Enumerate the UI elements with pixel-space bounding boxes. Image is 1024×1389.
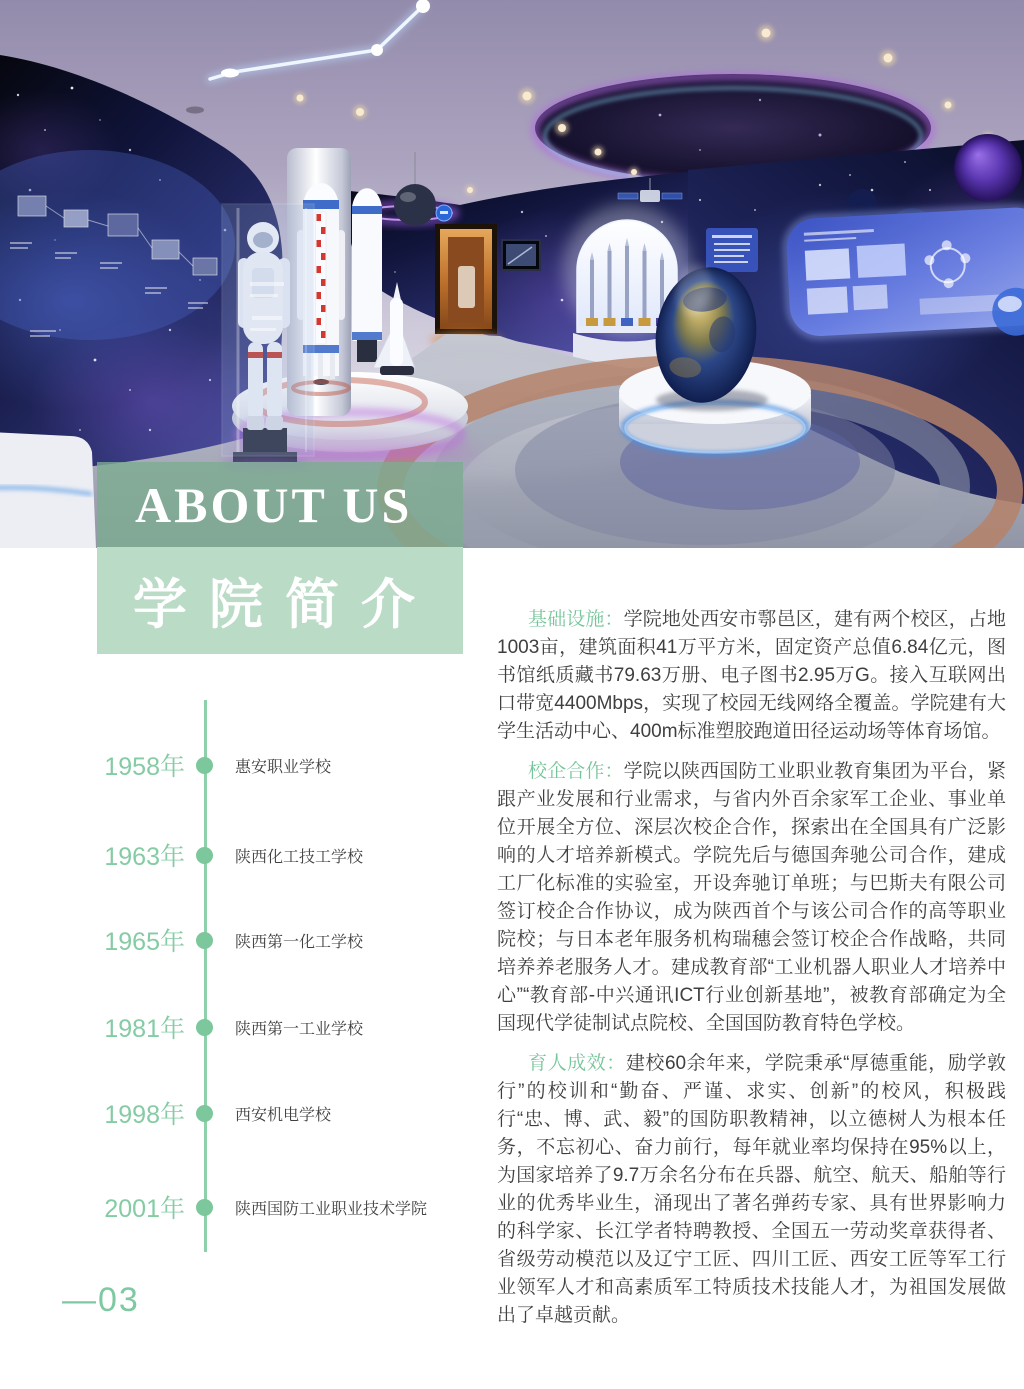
timeline-item	[0, 1095, 440, 1131]
section-title-en: ABOUT US	[135, 477, 413, 533]
timeline-label: 惠安职业学校	[235, 758, 332, 776]
timeline-dot-icon	[196, 1199, 213, 1216]
timeline-label: 陕西化工技工学校	[235, 848, 364, 866]
paragraph-body: 学院地处西安市鄠邑区，建有两个校区，占地1003亩，建筑面积41万平方米，固定资产总值6.84亿元，图书馆纸质藏书79.63万册、电子图书2.95万G。接入互联网出口带宽4400Mbps，实现了校园无线网络全覆盖。学院建有大学生活动中心、400m标准塑胶跑道田径运动场等体育场馆。	[497, 609, 1006, 742]
paragraph-cooperation	[497, 758, 1006, 1038]
timeline-dot-icon	[196, 1019, 213, 1036]
timeline-dot-icon	[196, 932, 213, 949]
wall-screen	[502, 240, 540, 270]
timeline-year: 1965年	[104, 928, 185, 956]
corner-desk	[0, 432, 96, 548]
paragraph-body: 建校60余年来，学院秉承“厚德重能，励学敦行”的校训和“勤奋、严谨、求实、创新”的校风，积极践行“忠、博、武、毅”的国防职教精神，以立德树人为根本任务，不忘初心、奋力前行，每年就业率均保持在95%以上，为国家培养了9.7万余名分布在兵器、航空、航天、船舶等行业的优秀毕业生，涌现出了著名弹药专家、具有世界影响力的科学家、长江学者特聘教授、全国五一劳动奖章获得者、省级劳动模范以及辽宁工匠、四川工匠、西安工匠等军工行业领军人才和高素质军工特质技术技能人才，为祖国发展做出了卓越贡献。	[497, 1053, 1006, 1326]
page-number: —03	[62, 1281, 140, 1319]
timeline-label: 西安机电学校	[235, 1106, 332, 1124]
timeline-item	[0, 1189, 440, 1225]
timeline-year: 2001年	[104, 1195, 185, 1223]
timeline-dot-icon	[196, 1105, 213, 1122]
paragraph-keyword: 校企合作：	[528, 761, 624, 782]
timeline-label: 陕西第一工业学校	[235, 1020, 364, 1038]
timeline-item	[0, 922, 440, 958]
timeline-item	[0, 837, 440, 873]
timeline-item	[0, 1009, 440, 1045]
section-title-cn: 学院简介	[133, 575, 437, 635]
corridor-door	[430, 224, 502, 349]
right-wall-display-panel	[785, 206, 1024, 347]
section-banner-en	[97, 462, 463, 548]
timeline-dot-icon	[196, 757, 213, 774]
section-banner-cn	[97, 547, 463, 654]
right-wall-sign	[706, 228, 758, 272]
timeline-year: 1998年	[104, 1101, 185, 1129]
timeline-year: 1963年	[104, 843, 185, 871]
paragraph-keyword: 育人成效：	[528, 1053, 626, 1074]
timeline-year: 1958年	[104, 753, 185, 781]
paragraph-keyword: 基础设施：	[528, 609, 624, 630]
timeline-item	[0, 747, 440, 783]
paragraph-outcomes	[497, 1050, 1006, 1330]
rocket-model-right	[352, 188, 382, 362]
timeline-dot-icon	[196, 847, 213, 864]
paragraph-facilities	[497, 606, 1006, 746]
timeline-label: 陕西国防工业职业技术学院	[235, 1200, 428, 1218]
astronaut-display-case	[222, 204, 314, 470]
paragraph-body: 学院以陕西国防工业职业教育集团为平台，紧跟产业发展和行业需求，与省内外百余家军工企业、事业单位开展全方位、深层次校企合作，探索出在全国具有广泛影响的人才培养新模式。学院先后与德国奔驰公司合作，建成工厂化标准的实验室，开设奔驰订单班；与巴斯夫有限公司签订校企合作协议，成为陕西首个与该公司合作的高等职业院校；与日本老年服务机构瑞穗会签订校企合作战略，共同培养养老服务人才。建成教育部“工业机器人职业人才培养中心”“教育部-中兴通讯ICT行业创新基地”，被教育部确定为全国现代学徒制试点院校、全国国防教育特色学校。	[497, 761, 1006, 1034]
introduction-text	[497, 606, 1006, 1342]
timeline-year: 1981年	[104, 1015, 185, 1043]
timeline-label: 陕西第一化工学校	[235, 933, 364, 951]
